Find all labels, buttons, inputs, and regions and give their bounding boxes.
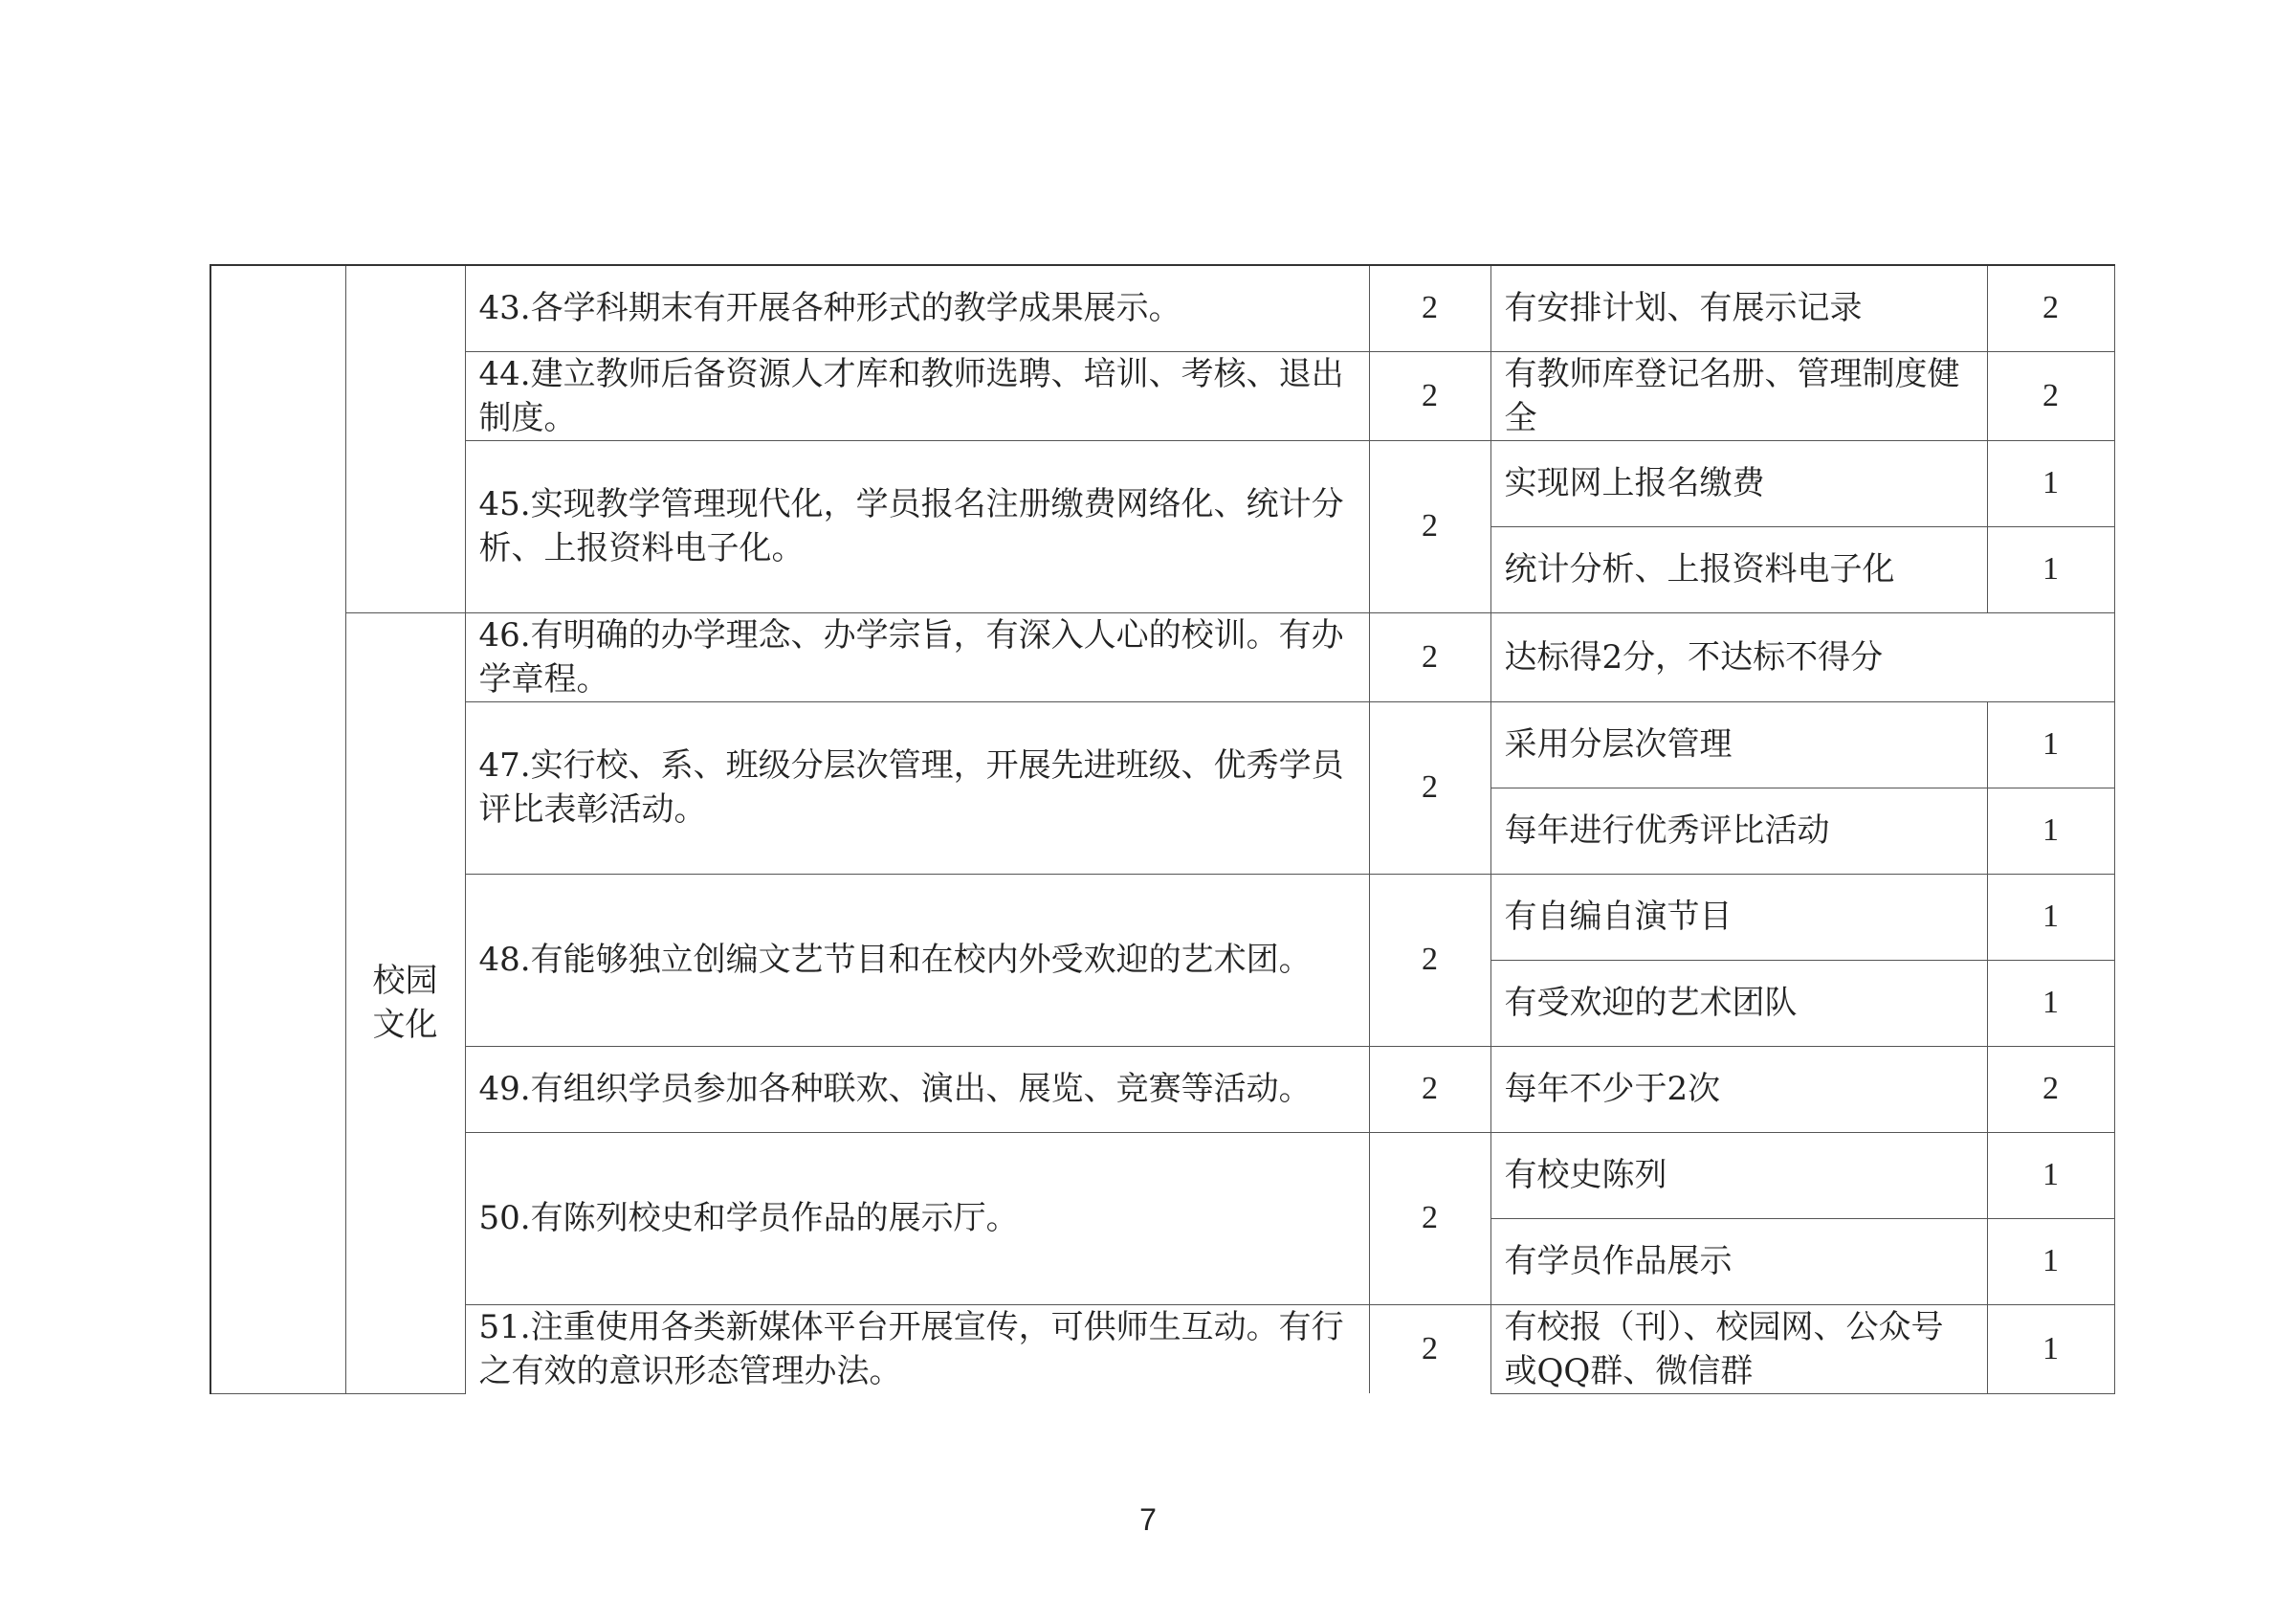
item-text: 44.建立教师后备资源人才库和教师选聘、培训、考核、退出制度。 bbox=[465, 351, 1369, 440]
item-text: 50.有陈列校史和学员作品的展示厅。 bbox=[465, 1132, 1369, 1304]
criteria-text: 有校报（刊）、校园网、公众号或QQ群、微信群 bbox=[1490, 1304, 1987, 1393]
criteria-points: 2 bbox=[1987, 1046, 2114, 1132]
item-text: 51.注重使用各类新媒体平台开展宣传，可供师生互动。有行之有效的意识形态管理办法。 bbox=[465, 1304, 1369, 1393]
level2-category-cell bbox=[345, 265, 465, 612]
item-text: 45.实现教学管理现代化，学员报名注册缴费网络化、统计分析、上报资料电子化。 bbox=[465, 440, 1369, 612]
table-row bbox=[210, 1132, 2114, 1218]
table-row bbox=[210, 1046, 2114, 1132]
criteria-points: 2 bbox=[1987, 265, 2114, 351]
item-score: 2 bbox=[1369, 1132, 1490, 1304]
criteria-points: 2 bbox=[1987, 351, 2114, 440]
category-label-line-2: 文化 bbox=[372, 1006, 438, 1044]
item-text: 48.有能够独立创编文艺节目和在校内外受欢迎的艺术团。 bbox=[465, 874, 1369, 1046]
item-score: 2 bbox=[1369, 351, 1490, 440]
criteria-text: 有学员作品展示 bbox=[1490, 1218, 1987, 1304]
table-row bbox=[210, 1304, 2114, 1393]
criteria-text: 有受欢迎的艺术团队 bbox=[1490, 960, 1987, 1046]
item-text: 43.各学科期末有开展各种形式的教学成果展示。 bbox=[465, 265, 1369, 351]
item-text: 47.实行校、系、班级分层次管理，开展先进班级、优秀学员评比表彰活动。 bbox=[465, 701, 1369, 874]
table-row bbox=[210, 612, 2114, 701]
criteria-text: 达标得2分，不达标不得分 bbox=[1490, 612, 2114, 701]
criteria-text: 有教师库登记名册、管理制度健全 bbox=[1490, 351, 1987, 440]
criteria-text: 每年进行优秀评比活动 bbox=[1490, 788, 1987, 874]
table-row bbox=[210, 351, 2114, 440]
criteria-text: 有自编自演节目 bbox=[1490, 874, 1987, 960]
criteria-text: 有安排计划、有展示记录 bbox=[1490, 265, 1987, 351]
criteria-text: 实现网上报名缴费 bbox=[1490, 440, 1987, 526]
criteria-text: 有校史陈列 bbox=[1490, 1132, 1987, 1218]
item-text: 49.有组织学员参加各种联欢、演出、展览、竞赛等活动。 bbox=[465, 1046, 1369, 1132]
item-score: 2 bbox=[1369, 265, 1490, 351]
table-row bbox=[210, 874, 2114, 960]
evaluation-table bbox=[210, 264, 2115, 1394]
criteria-points: 1 bbox=[1987, 788, 2114, 874]
item-score: 2 bbox=[1369, 874, 1490, 1046]
criteria-points: 1 bbox=[1987, 960, 2114, 1046]
criteria-points: 1 bbox=[1987, 1304, 2114, 1393]
category-label-line-1: 校园 bbox=[372, 962, 438, 1000]
item-score: 2 bbox=[1369, 701, 1490, 874]
item-text: 46.有明确的办学理念、办学宗旨，有深入人心的校训。有办学章程。 bbox=[465, 612, 1369, 701]
criteria-points: 1 bbox=[1987, 1132, 2114, 1218]
criteria-text: 采用分层次管理 bbox=[1490, 701, 1987, 788]
criteria-text: 统计分析、上报资料电子化 bbox=[1490, 526, 1987, 612]
item-score: 2 bbox=[1369, 612, 1490, 701]
item-score: 2 bbox=[1369, 1304, 1490, 1393]
table-row bbox=[210, 265, 2114, 351]
page-number: 7 bbox=[1139, 1502, 1157, 1537]
category-label-cell bbox=[345, 612, 465, 1393]
criteria-points: 1 bbox=[1987, 874, 2114, 960]
table-row bbox=[210, 440, 2114, 526]
item-score: 2 bbox=[1369, 1046, 1490, 1132]
level1-category-cell bbox=[210, 265, 345, 1393]
criteria-points: 1 bbox=[1987, 701, 2114, 788]
criteria-points: 1 bbox=[1987, 526, 2114, 612]
item-score: 2 bbox=[1369, 440, 1490, 612]
criteria-points: 1 bbox=[1987, 1218, 2114, 1304]
criteria-points: 1 bbox=[1987, 440, 2114, 526]
criteria-text: 每年不少于2次 bbox=[1490, 1046, 1987, 1132]
table-row bbox=[210, 701, 2114, 788]
